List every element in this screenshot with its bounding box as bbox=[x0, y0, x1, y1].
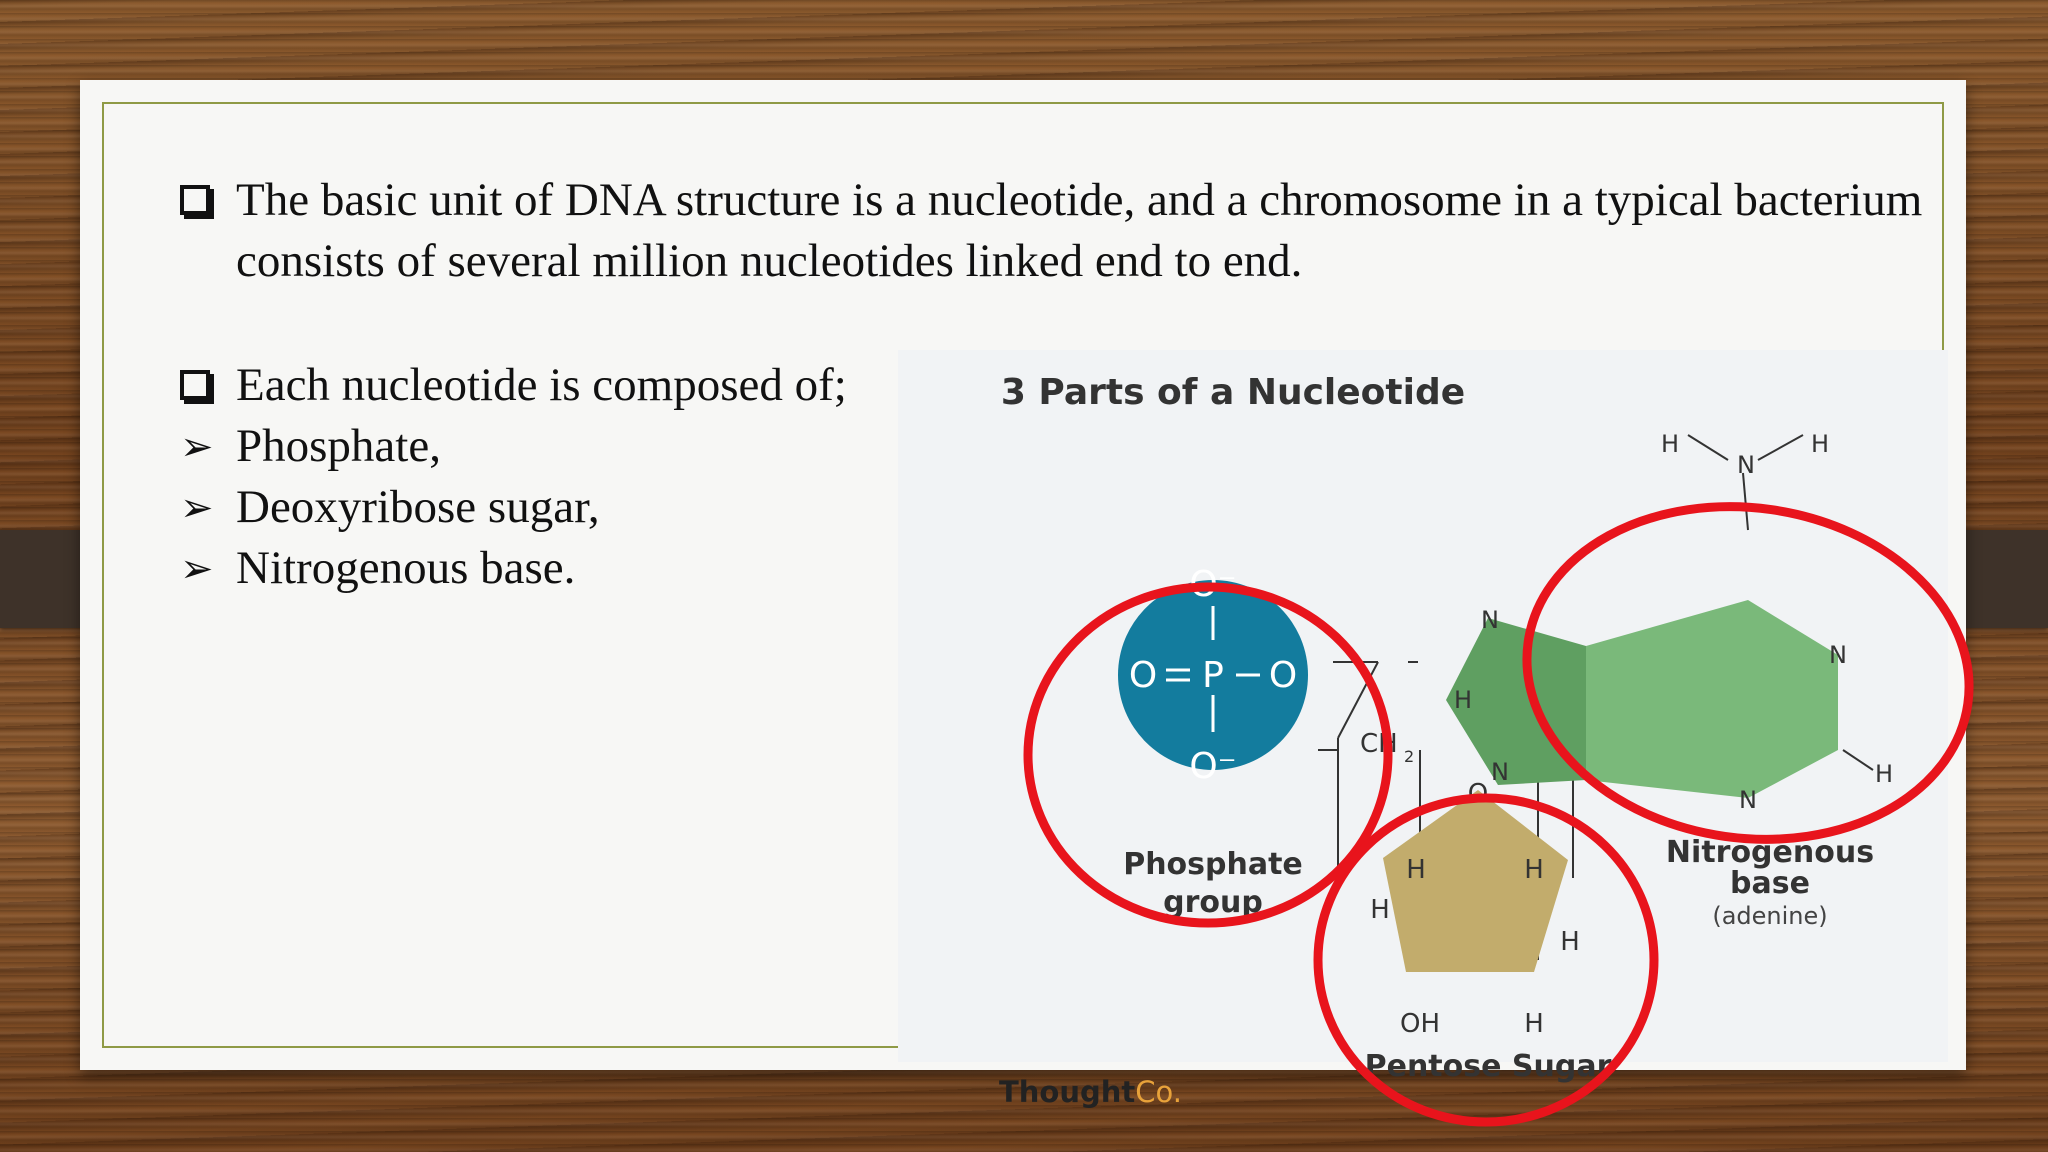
base-label-3: (adenine) bbox=[1712, 902, 1828, 930]
brand-logo: ThoughtCo. bbox=[999, 1075, 1182, 1109]
svg-text:H: H bbox=[1810, 430, 1830, 458]
figure-title: 3 Parts of a Nucleotide bbox=[1000, 372, 1466, 413]
svg-text:N: N bbox=[1829, 641, 1847, 669]
checkbox-bullet-icon bbox=[180, 170, 236, 231]
slide-card bbox=[80, 80, 1966, 1109]
nucleotide-figure bbox=[898, 350, 1948, 1109]
arrow-bullet-icon: ➢ bbox=[180, 485, 214, 530]
sugar-oxygen: O bbox=[1467, 779, 1489, 809]
svg-text:O⁻: O⁻ bbox=[1189, 746, 1237, 787]
sugar-label: Pentose Sugar bbox=[1364, 1049, 1612, 1084]
svg-text:H: H bbox=[1370, 895, 1390, 925]
svg-text:H: H bbox=[1406, 855, 1426, 885]
ch2-subscript: 2 bbox=[1404, 747, 1415, 766]
arrow-bullet-icon: ➢ bbox=[180, 546, 214, 591]
phosphate-label-2: group bbox=[1163, 885, 1263, 920]
bullet-composition-text: Each nucleotide is composed of; bbox=[236, 359, 847, 411]
svg-text:N: N bbox=[1481, 606, 1499, 634]
svg-text:O: O bbox=[1128, 655, 1158, 696]
svg-text:N: N bbox=[1737, 451, 1755, 479]
svg-text:N: N bbox=[1739, 786, 1757, 814]
svg-text:H: H bbox=[1524, 1009, 1544, 1039]
svg-text:P: P bbox=[1202, 655, 1224, 696]
arrow-bullet-icon: ➢ bbox=[180, 424, 214, 469]
part-item-text: Deoxyribose sugar, bbox=[236, 481, 600, 533]
ch2-label: CH bbox=[1360, 729, 1398, 759]
svg-text:OH: OH bbox=[1399, 1009, 1441, 1039]
svg-text:H: H bbox=[1453, 686, 1473, 714]
svg-text:H: H bbox=[1660, 430, 1680, 458]
part-item-text: Nitrogenous base. bbox=[236, 542, 576, 594]
part-item-text: Phosphate, bbox=[236, 420, 441, 472]
highlight-circles bbox=[1028, 479, 1991, 1122]
bullet-intro-text: The basic unit of DNA structure is a nucleotide, and a chromosome in a typical bacterium consists of several million nucleotides linked end to end. bbox=[236, 174, 1923, 287]
phosphate-label: Phosphate bbox=[1123, 847, 1303, 882]
checkbox-bullet-icon bbox=[180, 355, 236, 416]
svg-text:O⁻: O⁻ bbox=[1189, 564, 1237, 605]
svg-text:H: H bbox=[1524, 855, 1544, 885]
nucleotide-diagram bbox=[898, 350, 1948, 1109]
svg-text:H: H bbox=[1560, 927, 1580, 957]
bullet-intro bbox=[180, 170, 1940, 292]
svg-text:N: N bbox=[1491, 758, 1509, 786]
base-label: Nitrogenous bbox=[1665, 835, 1875, 870]
base-label-2: base bbox=[1730, 866, 1810, 901]
base-six-ring bbox=[1586, 600, 1838, 798]
svg-text:O: O bbox=[1268, 655, 1298, 696]
svg-text:H: H bbox=[1874, 760, 1894, 788]
